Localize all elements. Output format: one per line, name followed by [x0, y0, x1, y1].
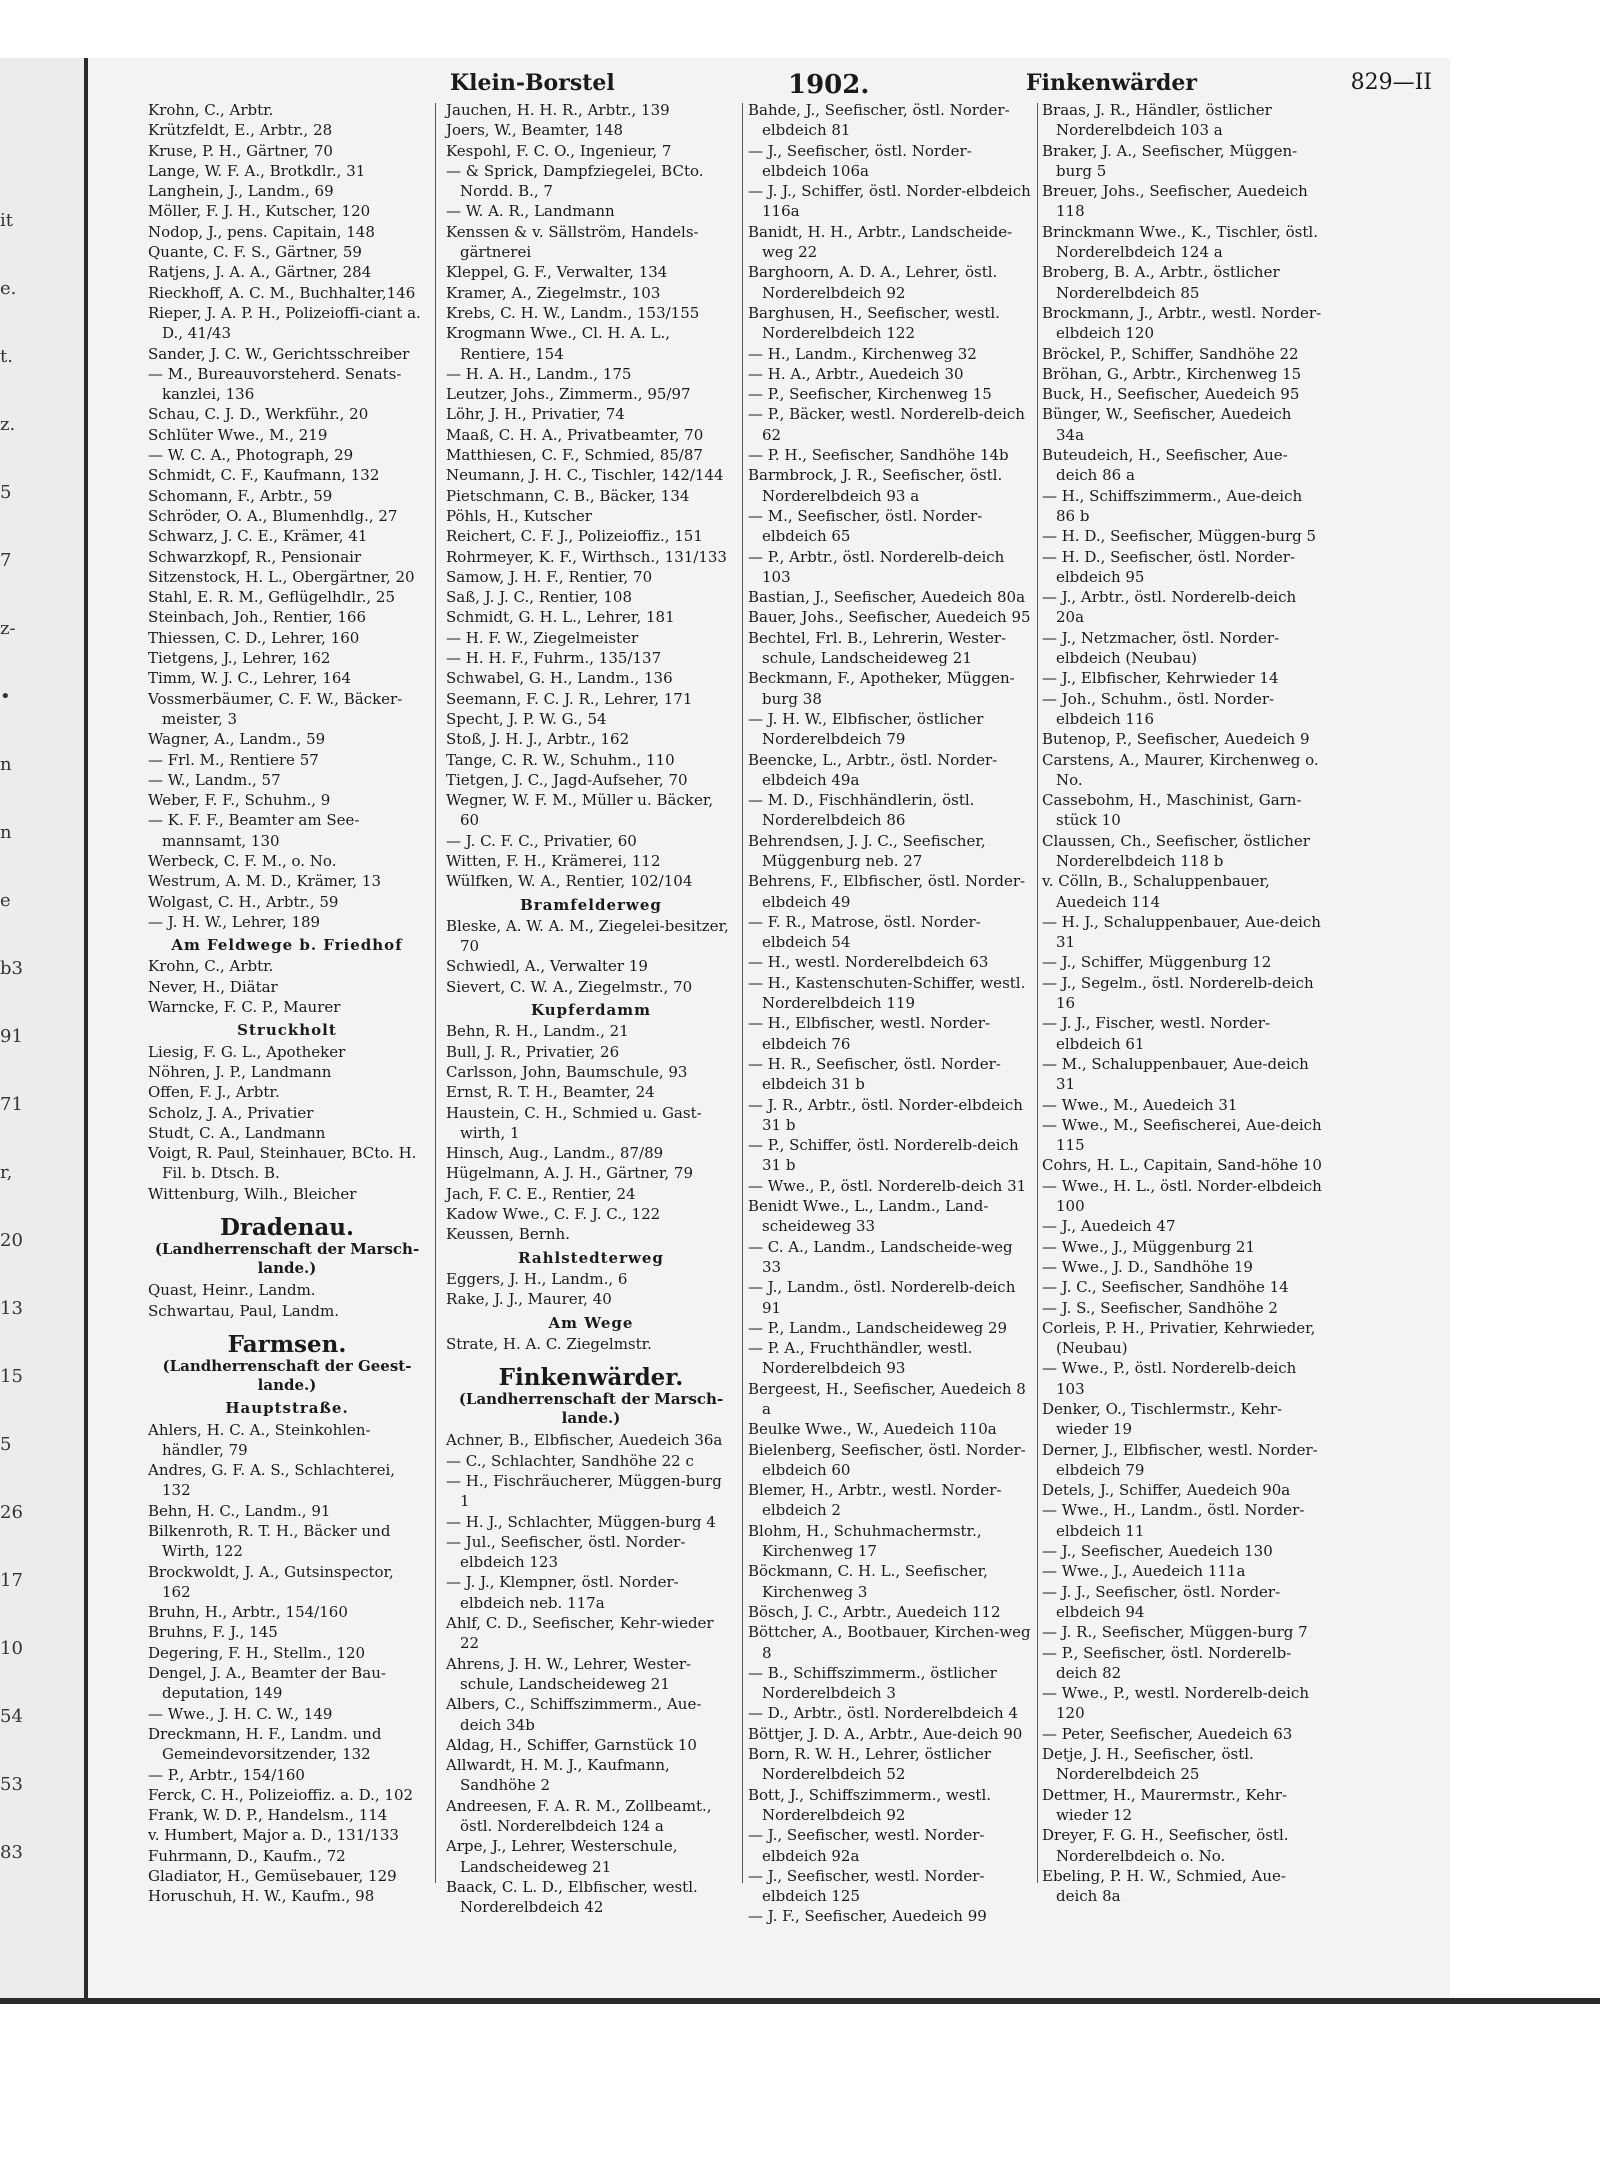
directory-entry: Allwardt, H. M. J., Kaufmann, Sandhöhe 2 [446, 1756, 670, 1795]
directory-entry: Scholz, J. A., Privatier [148, 1103, 314, 1122]
directory-entry: Bechtel, Frl. B., Lehrerin, Wester-schule, Landscheideweg 21 [748, 628, 1007, 668]
directory-entry: Maaß, C. H. A., Privatbeamter, 70 [446, 425, 704, 444]
directory-entry: — J., Segelm., östl. Norderelb-deich 16 [1042, 973, 1314, 1013]
section-subheading: (Landherrenschaft der Marsch-lande.) [154, 1240, 420, 1278]
margin-fragment: 20 [0, 1230, 23, 1251]
directory-entry: Bastian, J., Seefischer, Auedeich 80a [748, 588, 1026, 607]
directory-entry: Born, R. W. H., Lehrer, östlicher Norderelbdeich 52 [748, 1745, 992, 1784]
directory-entry: — H., Elbfischer, westl. Norder-elbdeich 76 [748, 1014, 991, 1053]
directory-entry: Bösch, J. C., Arbtr., Auedeich 112 [748, 1602, 1001, 1621]
directory-entry: — P., Arbtr., 154/160 [148, 1765, 305, 1784]
margin-fragment: 83 [0, 1842, 23, 1863]
directory-entry: Möller, F. J. H., Kutscher, 120 [148, 202, 371, 221]
directory-entry: Behn, R. H., Landm., 21 [446, 1022, 629, 1041]
directory-entry: Sievert, C. W. A., Ziegelmstr., 70 [446, 977, 693, 996]
directory-entry: Quast, Heinr., Landm. [148, 1281, 316, 1300]
directory-entry: — Wwe., P., westl. Norderelb-deich 120 [1042, 1684, 1309, 1723]
directory-entry: Ahlers, H. C. A., Steinkohlen-händler, 79 [148, 1420, 371, 1459]
directory-entry: Leutzer, Johs., Zimmerm., 95/97 [446, 385, 691, 404]
directory-entry: — Frl. M., Rentiere 57 [148, 750, 319, 769]
directory-entry: Seemann, F. C. J. R., Lehrer, 171 [446, 689, 693, 708]
header-year: 1902. [788, 70, 870, 100]
directory-entry: Banidt, H. H., Arbtr., Landscheide-weg 22 [748, 222, 1013, 262]
directory-entry: Gladiator, H., Gemüsebauer, 129 [148, 1867, 397, 1886]
directory-entry: Kespohl, F. C. O., Ingenieur, 7 [446, 141, 672, 160]
directory-entry: — Wwe., J. H. C. W., 149 [148, 1704, 333, 1723]
directory-entry: Dreyer, F. G. H., Seefischer, östl. Norderelbdeich o. No. [1042, 1826, 1289, 1865]
directory-entry: Claussen, Ch., Seefischer, östlicher Norderelbdeich 118 b [1042, 831, 1310, 870]
running-header [318, 64, 1432, 100]
directory-entry: Witten, F. H., Krämerei, 112 [446, 851, 661, 870]
directory-entry: Schwartau, Paul, Landm. [148, 1301, 339, 1320]
directory-entry: Beckmann, F., Apotheker, Müggen-burg 38 [748, 669, 1015, 708]
directory-entry: Baack, C. L. D., Elbfischer, westl. Norderelbdeich 42 [446, 1877, 698, 1917]
directory-entry: — K. F. F., Beamter am See-mannsamt, 130 [148, 811, 360, 850]
directory-entry: Krohn, C., Arbtr. [148, 957, 274, 976]
directory-entry: Schau, C. J. D., Werkführ., 20 [148, 405, 369, 424]
directory-entry: Bielenberg, Seefischer, östl. Norder-elbdeich 60 [748, 1440, 1026, 1479]
directory-entry: Cohrs, H. L., Capitain, Sand-höhe 10 [1042, 1156, 1322, 1175]
directory-entry: — Wwe., M., Seefischerei, Aue-deich 115 [1042, 1115, 1322, 1155]
directory-entry: Bull, J. R., Privatier, 26 [446, 1042, 620, 1061]
directory-entry: Bergeest, H., Seefischer, Auedeich 8 a [748, 1379, 1026, 1418]
directory-entry: Sitzenstock, H. L., Obergärtner, 20 [148, 567, 415, 586]
directory-entry: Fuhrmann, D., Kaufm., 72 [148, 1846, 346, 1865]
section-heading: Farmsen. [227, 1330, 347, 1358]
directory-entry: Krebs, C. H. W., Landm., 153/155 [446, 303, 700, 322]
directory-entry: Bahde, J., Seefischer, östl. Norder-elbdeich 81 [748, 101, 1010, 140]
directory-entry: — J., Landm., östl. Norderelb-deich 91 [748, 1278, 1016, 1317]
directory-entry: Brockwoldt, J. A., Gutsinspector, 162 [148, 1562, 394, 1601]
directory-entry: — Wwe., M., Auedeich 31 [1042, 1095, 1238, 1114]
directory-entry: Kleppel, G. F., Verwalter, 134 [446, 263, 668, 282]
directory-entry: Carlsson, John, Baumschule, 93 [446, 1062, 688, 1081]
directory-entry: — Jul., Seefischer, östl. Norder-elbdeich 123 [446, 1532, 686, 1572]
directory-entry: — M., Schaluppenbauer, Aue-deich 31 [1042, 1054, 1309, 1094]
directory-entry: Schmidt, G. H. L., Lehrer, 181 [446, 608, 675, 627]
directory-entry: — J. F., Seefischer, Auedeich 99 [748, 1907, 987, 1926]
directory-entry: — H. F. W., Ziegelmeister [446, 628, 639, 647]
directory-entry: — Wwe., P., östl. Norderelb-deich 31 [748, 1176, 1027, 1195]
directory-entry: Reichert, C. F. J., Polizeioffiz., 151 [446, 527, 703, 546]
directory-entry: Lange, W. F. A., Brotkdlr., 31 [148, 161, 366, 180]
directory-entry: — J., Seefischer, westl. Norder-elbdeich 125 [748, 1866, 985, 1906]
directory-entry: Stoß, J. H. J., Arbtr., 162 [446, 730, 630, 749]
street-heading: Rahlstedterweg [518, 1248, 664, 1267]
directory-entry: Butenop, P., Seefischer, Auedeich 9 [1042, 730, 1310, 749]
directory-entry: Detels, J., Schiffer, Auedeich 90a [1042, 1481, 1291, 1500]
directory-entry: — Joh., Schuhm., östl. Norder-elbdeich 116 [1042, 689, 1275, 728]
directory-entry: Aldag, H., Schiffer, Garnstück 10 [446, 1735, 697, 1754]
directory-entry: Wolgast, C. H., Arbtr., 59 [148, 892, 339, 911]
directory-entry: Behrendsen, J. J. C., Seefischer, Müggenburg neb. 27 [748, 831, 986, 870]
directory-entry: Beulke Wwe., W., Auedeich 110a [748, 1420, 997, 1439]
directory-entry: — Wwe., J., Auedeich 111a [1042, 1562, 1246, 1581]
directory-entry: Kramer, A., Ziegelmstr., 103 [446, 283, 661, 302]
directory-entry: — J. J., Seefischer, östl. Norder-elbdeich 94 [1042, 1582, 1281, 1621]
street-heading: Hauptstraße. [225, 1399, 349, 1418]
directory-entry: — P., Seefischer, Kirchenweg 15 [748, 385, 992, 404]
directory-entry: Specht, J. P. W. G., 54 [446, 709, 607, 728]
directory-entry: Andreesen, F. A. R. M., Zollbeamt., östl. Norderelbdeich 124 a [446, 1796, 712, 1836]
directory-entry: Schröder, O. A., Blumenhdlg., 27 [148, 506, 398, 525]
directory-entry: — J. R., Arbtr., östl. Norder-elbdeich 31 b [748, 1095, 1023, 1134]
directory-entry: Brockmann, J., Arbtr., westl. Norder-elbdeich 120 [1042, 303, 1322, 343]
directory-entry: — Wwe., J. D., Sandhöhe 19 [1042, 1257, 1253, 1276]
directory-entry: Degering, F. H., Stellm., 120 [148, 1643, 366, 1662]
directory-entry: Ebeling, P. H. W., Schmied, Aue-deich 8a [1042, 1866, 1286, 1906]
directory-entry: — P. A., Fruchthändler, westl. Norderelbdeich 93 [748, 1339, 973, 1378]
directory-entry: Wülfken, W. A., Rentier, 102/104 [446, 872, 693, 891]
directory-entry: — H., westl. Norderelbdeich 63 [748, 953, 989, 972]
margin-fragment: n [0, 822, 12, 843]
directory-entry: — J. R., Seefischer, Müggen-burg 7 [1042, 1623, 1308, 1642]
directory-entry: — P. H., Seefischer, Sandhöhe 14b [748, 446, 1009, 465]
directory-entry: Schwarzkopf, R., Pensionair [148, 547, 362, 566]
directory-entry: Studt, C. A., Landmann [148, 1123, 326, 1142]
directory-entry: Schlüter Wwe., M., 219 [148, 425, 328, 444]
directory-entry: — Wwe., J., Müggenburg 21 [1042, 1237, 1256, 1256]
directory-entry: Achner, B., Elbfischer, Auedeich 36a [446, 1431, 723, 1450]
directory-entry: — J., Netzmacher, östl. Norder-elbdeich (Neubau) [1042, 628, 1280, 668]
directory-entry: Andres, G. F. A. S., Schlachterei, 132 [148, 1461, 396, 1500]
directory-entry: Horuschuh, H. W., Kaufm., 98 [148, 1887, 375, 1906]
directory-entry: — J., Auedeich 47 [1042, 1217, 1176, 1236]
directory-entry: Timm, W. J. C., Lehrer, 164 [148, 669, 351, 688]
directory-entry: — Wwe., H. L., östl. Norder-elbdeich 100 [1042, 1176, 1322, 1216]
margin-fragment: 5 [0, 482, 12, 503]
directory-entry: Hinsch, Aug., Landm., 87/89 [446, 1144, 664, 1163]
directory-column-3 [748, 100, 1036, 1926]
directory-entry: Ferck, C. H., Polizeioffiz. a. D., 102 [148, 1785, 414, 1804]
directory-entry: Bröckel, P., Schiffer, Sandhöhe 22 [1042, 344, 1299, 363]
directory-entry: Hügelmann, A. J. H., Gärtner, 79 [446, 1164, 693, 1183]
directory-entry: Kenssen & v. Sällström, Handels-gärtnerei [446, 222, 699, 262]
directory-entry: Joers, W., Beamter, 148 [446, 121, 624, 140]
directory-column-4 [1042, 100, 1322, 1906]
directory-entry: Voigt, R. Paul, Steinhauer, BCto. H. Fil. b. Dtsch. B. [148, 1144, 417, 1183]
street-heading: Am Wege [548, 1313, 634, 1332]
directory-entry: Cassebohm, H., Maschinist, Garn-stück 10 [1042, 791, 1302, 830]
directory-entry: — J. C. F. C., Privatier, 60 [446, 831, 637, 850]
directory-entry: Strate, H. A. C. Ziegelmstr. [446, 1334, 652, 1353]
header-left-place: Klein-Borstel [450, 70, 615, 96]
directory-entry: Pöhls, H., Kutscher [446, 506, 592, 525]
directory-entry: — H., Schiffszimmerm., Aue-deich 86 b [1042, 486, 1303, 525]
directory-entry: — H. A., Arbtr., Auedeich 30 [748, 364, 964, 383]
directory-entry: Rieper, J. A. P. H., Polizeioffi-ciant a. D., 41/43 [148, 303, 421, 343]
directory-entry: Carstens, A., Maurer, Kirchenweg o. No. [1042, 750, 1319, 789]
directory-entry: Bleske, A. W. A. M., Ziegelei-besitzer, 70 [446, 916, 729, 956]
directory-entry: Frank, W. D. P., Handelsm., 114 [148, 1806, 388, 1825]
directory-entry: Vossmerbäumer, C. F. W., Bäcker-meister, 3 [148, 689, 403, 728]
section-heading: Dradenau. [219, 1214, 355, 1242]
directory-entry: Bröhan, G., Arbtr., Kirchenweg 15 [1042, 364, 1302, 383]
margin-fragment: 7 [0, 550, 12, 571]
directory-entry: Blemer, H., Arbtr., westl. Norder-elbdeich 2 [748, 1481, 1002, 1520]
directory-entry: — W., Landm., 57 [148, 770, 281, 789]
directory-entry: Nodop, J., pens. Capitain, 148 [148, 222, 375, 241]
directory-entry: Dengel, J. A., Beamter der Bau-deputation, 149 [148, 1664, 386, 1703]
directory-entry: Albers, C., Schiffszimmerm., Aue-deich 34b [446, 1695, 702, 1734]
directory-entry: — W. A. R., Landmann [446, 202, 615, 221]
directory-entry: — J. S., Seefischer, Sandhöhe 2 [1042, 1298, 1278, 1317]
directory-entry: — P., Landm., Landscheideweg 29 [748, 1318, 1008, 1337]
directory-entry: Thiessen, C. D., Lehrer, 160 [148, 628, 360, 647]
margin-fragment: 15 [0, 1366, 23, 1387]
directory-entry: Tange, C. R. W., Schuhm., 110 [446, 750, 675, 769]
directory-entry: Schwarz, J. C. E., Krämer, 41 [148, 527, 368, 546]
directory-entry: — H. J., Schlachter, Müggen-burg 4 [446, 1512, 716, 1531]
directory-entry: Dreckmann, H. F., Landm. und Gemeindevorsitzender, 132 [148, 1724, 382, 1764]
directory-entry: Bruhn, H., Arbtr., 154/160 [148, 1603, 348, 1622]
margin-fragment: n [0, 754, 12, 775]
directory-entry: — P., Bäcker, westl. Norderelb-deich 62 [748, 405, 1025, 444]
directory-entry: — M. D., Fischhändlerin, östl. Norderelbdeich 86 [748, 791, 975, 830]
directory-entry: Buck, H., Seefischer, Auedeich 95 [1042, 385, 1300, 404]
directory-entry: — P., Arbtr., östl. Norderelb-deich 103 [748, 547, 1005, 586]
directory-entry: — J. C., Seefischer, Sandhöhe 14 [1042, 1278, 1289, 1297]
margin-fragment: e. [0, 278, 17, 299]
directory-entry: — H. J., Schaluppenbauer, Aue-deich 31 [1042, 912, 1321, 952]
directory-entry: Böckmann, C. H. L., Seefischer, Kirchenweg 3 [748, 1562, 988, 1601]
directory-entry: Schmidt, C. F., Kaufmann, 132 [148, 466, 380, 485]
section-subheading: (Landherrenschaft der Geest-lande.) [162, 1357, 412, 1395]
column-divider [742, 103, 743, 1883]
directory-entry: Bruhns, F. J., 145 [148, 1623, 278, 1642]
directory-entry: Corleis, P. H., Privatier, Kehrwieder, (Neubau) [1042, 1318, 1316, 1358]
directory-column-1 [148, 100, 426, 1906]
directory-entry: — H., Kastenschuten-Schiffer, westl. Norderelbdeich 119 [748, 973, 1026, 1013]
directory-entry: Kruse, P. H., Gärtner, 70 [148, 141, 333, 160]
directory-entry: Brinckmann Wwe., K., Tischler, östl. Norderelbdeich 124 a [1042, 222, 1318, 262]
margin-fragment: b3 [0, 958, 23, 979]
margin-fragment: • [0, 686, 11, 707]
directory-entry: Benidt Wwe., L., Landm., Land-scheideweg 33 [748, 1197, 989, 1236]
directory-entry: — H. D., Seefischer, Müggen-burg 5 [1042, 527, 1317, 546]
directory-entry: — H. A. H., Landm., 175 [446, 364, 632, 383]
directory-entry: Böttcher, A., Bootbauer, Kirchen-weg 8 [748, 1623, 1031, 1662]
directory-entry: Böttjer, J. D. A., Arbtr., Aue-deich 90 [748, 1724, 1023, 1743]
margin-fragment: 17 [0, 1570, 23, 1591]
header-right-place: Finkenwärder [1026, 70, 1197, 96]
street-heading: Am Feldwege b. Friedhof [171, 936, 403, 955]
directory-entry: Rohrmeyer, K. F., Wirthsch., 131/133 [446, 547, 727, 566]
margin-fragment: 10 [0, 1638, 23, 1659]
directory-entry: Wittenburg, Wilh., Bleicher [148, 1184, 357, 1203]
margin-fragment: z- [0, 618, 16, 639]
margin-fragment: 5 [0, 1434, 12, 1455]
directory-entry: Barghusen, H., Seefischer, westl. Norderelbdeich 122 [748, 303, 1000, 343]
directory-entry: — J. H. W., Lehrer, 189 [148, 912, 321, 931]
directory-entry: Pietschmann, C. B., Bäcker, 134 [446, 486, 690, 505]
directory-entry: — H., Landm., Kirchenweg 32 [748, 344, 977, 363]
directory-entry: Werbeck, C. F. M., o. No. [148, 851, 337, 870]
directory-entry: Behn, H. C., Landm., 91 [148, 1501, 331, 1520]
directory-entry: Barmbrock, J. R., Seefischer, östl. Norderelbdeich 93 a [748, 466, 1003, 505]
directory-entry: Krohn, C., Arbtr. [148, 101, 274, 119]
margin-fragment: 53 [0, 1774, 23, 1795]
section-subheading: (Landherrenschaft der Marsch-lande.) [458, 1390, 724, 1428]
directory-entry: Ernst, R. T. H., Beamter, 24 [446, 1083, 655, 1102]
directory-entry: Keussen, Bernh. [446, 1225, 570, 1244]
directory-entry: Quante, C. F. S., Gärtner, 59 [148, 243, 362, 262]
margin-fragment: z. [0, 414, 16, 435]
directory-entry: Kadow Wwe., C. F. J. C., 122 [446, 1205, 661, 1224]
directory-entry: — P., Schiffer, östl. Norderelb-deich 31 b [748, 1136, 1019, 1175]
directory-entry: Derner, J., Elbfischer, westl. Norder-elbdeich 79 [1042, 1440, 1318, 1479]
directory-entry: — F. R., Matrose, östl. Norder-elbdeich 54 [748, 912, 981, 952]
directory-entry: Krogmann Wwe., Cl. H. A. L., Rentiere, 154 [446, 324, 670, 363]
directory-entry: — J., Seefischer, östl. Norder-elbdeich 106a [748, 141, 972, 180]
margin-fragment: r, [0, 1162, 13, 1183]
directory-entry: Langhein, J., Landm., 69 [148, 182, 334, 201]
directory-entry: — & Sprick, Dampfziegelei, BCto. Nordd. B., 7 [446, 161, 704, 201]
directory-entry: Ahrens, J. H. W., Lehrer, Wester-schule, Landscheideweg 21 [446, 1654, 692, 1693]
directory-entry: — H. H. F., Fuhrm., 135/137 [446, 649, 662, 668]
directory-entry: — W. C. A., Photograph, 29 [148, 446, 354, 465]
directory-entry: Wegner, W. F. M., Müller u. Bäcker, 60 [446, 791, 714, 830]
directory-entry: Never, H., Diätar [148, 977, 278, 996]
directory-entry: Denker, O., Tischlermstr., Kehr-wieder 19 [1042, 1400, 1283, 1439]
directory-entry: — C. A., Landm., Landscheide-weg 33 [748, 1237, 1013, 1276]
directory-entry: Jach, F. C. E., Rentier, 24 [446, 1184, 636, 1203]
directory-column-2 [446, 100, 736, 1917]
directory-entry: Haustein, C. H., Schmied u. Gast-wirth, 1 [446, 1103, 702, 1142]
directory-entry: Dettmer, H., Maurermstr., Kehr-wieder 12 [1042, 1785, 1288, 1824]
scan-bottom-edge [0, 1998, 1600, 2004]
directory-entry: Westrum, A. M. D., Krämer, 13 [148, 872, 382, 891]
directory-entry: Matthiesen, C. F., Schmied, 85/87 [446, 446, 703, 465]
directory-entry: Steinbach, Joh., Rentier, 166 [148, 608, 367, 627]
directory-entry: — Wwe., H., Landm., östl. Norder-elbdeich 11 [1042, 1501, 1305, 1540]
column-divider [435, 103, 436, 1883]
directory-entry: Behrens, F., Elbfischer, östl. Norder-elbdeich 49 [748, 872, 1026, 911]
margin-fragment: 54 [0, 1706, 23, 1727]
margin-fragment: e [0, 890, 11, 911]
directory-entry: Neumann, J. H. C., Tischler, 142/144 [446, 466, 724, 485]
directory-entry: Tietgen, J. C., Jagd-Aufseher, 70 [446, 770, 688, 789]
directory-entry: Bott, J., Schiffszimmerm., westl. Norderelbdeich 92 [748, 1785, 992, 1824]
directory-entry: — D., Arbtr., östl. Norderelbdeich 4 [748, 1704, 1019, 1723]
directory-entry: Bünger, W., Seefischer, Auedeich 34a [1042, 405, 1292, 444]
directory-entry: — Peter, Seefischer, Auedeich 63 [1042, 1724, 1293, 1743]
margin-fragment: it [0, 210, 13, 231]
directory-entry: — J., Arbtr., östl. Norderelb-deich 20a [1042, 588, 1297, 627]
street-heading: Struckholt [237, 1021, 337, 1040]
margin-fragment: t. [0, 346, 13, 367]
margin-fragment: 71 [0, 1094, 23, 1115]
directory-entry: — H. D., Seefischer, östl. Norder-elbdeich 95 [1042, 547, 1296, 586]
directory-entry: Barghoorn, A. D. A., Lehrer, östl. Norderelbdeich 92 [748, 263, 998, 302]
directory-entry: — B., Schiffszimmerm., östlicher Norderelbdeich 3 [748, 1663, 997, 1703]
directory-entry: v. Humbert, Major a. D., 131/133 [148, 1826, 399, 1845]
directory-entry: — P., Seefischer, östl. Norderelb-deich 82 [1042, 1643, 1292, 1682]
directory-entry: Löhr, J. H., Privatier, 74 [446, 405, 625, 424]
directory-entry: Stahl, E. R. M., Geflügelhdlr., 25 [148, 588, 395, 607]
margin-fragment: 91 [0, 1026, 23, 1047]
directory-entry: Beencke, L., Arbtr., östl. Norder-elbdeich 49a [748, 750, 998, 789]
directory-entry: — H. R., Seefischer, östl. Norder-elbdeich 31 b [748, 1054, 1001, 1094]
directory-entry: Eggers, J. H., Landm., 6 [446, 1269, 628, 1288]
directory-entry: Blohm, H., Schuhmachermstr., Kirchenweg 17 [748, 1521, 982, 1561]
directory-entry: Schomann, F., Arbtr., 59 [148, 486, 333, 505]
directory-entry: — J., Seefischer, Auedeich 130 [1042, 1542, 1273, 1561]
directory-entry: Weber, F. F., Schuhm., 9 [148, 791, 331, 810]
directory-entry: — J. J., Klempner, östl. Norder-elbdeich neb. 117a [446, 1573, 679, 1612]
directory-entry: v. Cölln, B., Schaluppenbauer, Auedeich 114 [1042, 872, 1270, 911]
directory-entry: Samow, J. H. F., Rentier, 70 [446, 567, 653, 586]
directory-entry: Ratjens, J. A. A., Gärtner, 284 [148, 263, 372, 282]
directory-entry: — J. J., Fischer, westl. Norder-elbdeich 61 [1042, 1014, 1271, 1053]
directory-entry: Wagner, A., Landm., 59 [148, 730, 326, 749]
directory-entry: Braas, J. R., Händler, östlicher Norderelbdeich 103 a [1042, 101, 1272, 140]
directory-entry: Tietgens, J., Lehrer, 162 [148, 649, 331, 668]
directory-entry: — J., Schiffer, Müggenburg 12 [1042, 953, 1272, 972]
directory-entry: — J., Seefischer, westl. Norder-elbdeich 92a [748, 1826, 985, 1865]
directory-entry: Ahlf, C. D., Seefischer, Kehr-wieder 22 [446, 1614, 714, 1653]
directory-entry: Warncke, F. C. P., Maurer [148, 998, 341, 1017]
directory-entry: Breuer, Johs., Seefischer, Auedeich 118 [1042, 182, 1308, 221]
directory-entry: — J. H. W., Elbfischer, östlicher Norderelbdeich 79 [748, 709, 984, 749]
page-number: 829—II [1350, 70, 1432, 95]
adjacent-page-margin [0, 58, 84, 1998]
directory-entry: Sander, J. C. W., Gerichtsschreiber [148, 344, 410, 363]
directory-entry: Arpe, J., Lehrer, Westerschule, Landscheideweg 21 [446, 1837, 678, 1876]
directory-entry: Saß, J. J. C., Rentier, 108 [446, 588, 633, 607]
section-heading: Finkenwärder. [498, 1364, 684, 1392]
directory-entry: Broberg, B. A., Arbtr., östlicher Norderelbdeich 85 [1042, 263, 1280, 302]
directory-entry: Braker, J. A., Seefischer, Müggen-burg 5 [1042, 141, 1298, 180]
directory-entry: Schwabel, G. H., Landm., 136 [446, 669, 673, 688]
directory-entry: — J., Elbfischer, Kehrwieder 14 [1042, 669, 1279, 688]
directory-page [84, 58, 1450, 1998]
directory-entry: Krützfeldt, E., Arbtr., 28 [148, 121, 333, 140]
street-heading: Kupferdamm [531, 1001, 651, 1020]
directory-entry: Nöhren, J. P., Landmann [148, 1062, 332, 1081]
directory-entry: Schwiedl, A., Verwalter 19 [446, 957, 648, 976]
directory-entry: Bilkenroth, R. T. H., Bäcker und Wirth, 122 [148, 1522, 391, 1561]
column-divider [1037, 103, 1038, 1883]
directory-entry: Detje, J. H., Seefischer, östl. Norderelbdeich 25 [1042, 1745, 1254, 1784]
directory-entry: — J. J., Schiffer, östl. Norder-elbdeich 116a [748, 182, 1031, 221]
directory-entry: Rake, J. J., Maurer, 40 [446, 1290, 612, 1309]
directory-entry: Liesig, F. G. L., Apotheker [148, 1042, 346, 1061]
margin-fragment: 13 [0, 1298, 23, 1319]
directory-entry: Jauchen, H. H. R., Arbtr., 139 [446, 101, 670, 119]
directory-entry: Rieckhoff, A. C. M., Buchhalter,146 [148, 283, 416, 302]
directory-entry: — H., Fischräucherer, Müggen-burg 1 [446, 1472, 722, 1511]
directory-entry: Offen, F. J., Arbtr. [148, 1083, 280, 1102]
margin-fragment: 26 [0, 1502, 23, 1523]
directory-entry: Buteudeich, H., Seefischer, Aue-deich 86 a [1042, 446, 1288, 485]
directory-entry: — M., Seefischer, östl. Norder-elbdeich 65 [748, 506, 983, 546]
street-heading: Bramfelderweg [520, 895, 662, 914]
directory-entry: — Wwe., P., östl. Norderelb-deich 103 [1042, 1359, 1297, 1398]
directory-entry: — C., Schlachter, Sandhöhe 22 c [446, 1451, 694, 1470]
directory-entry: — M., Bureauvorsteherd. Senats-kanzlei, 136 [148, 364, 402, 404]
directory-entry: Bauer, Johs., Seefischer, Auedeich 95 [748, 608, 1031, 627]
